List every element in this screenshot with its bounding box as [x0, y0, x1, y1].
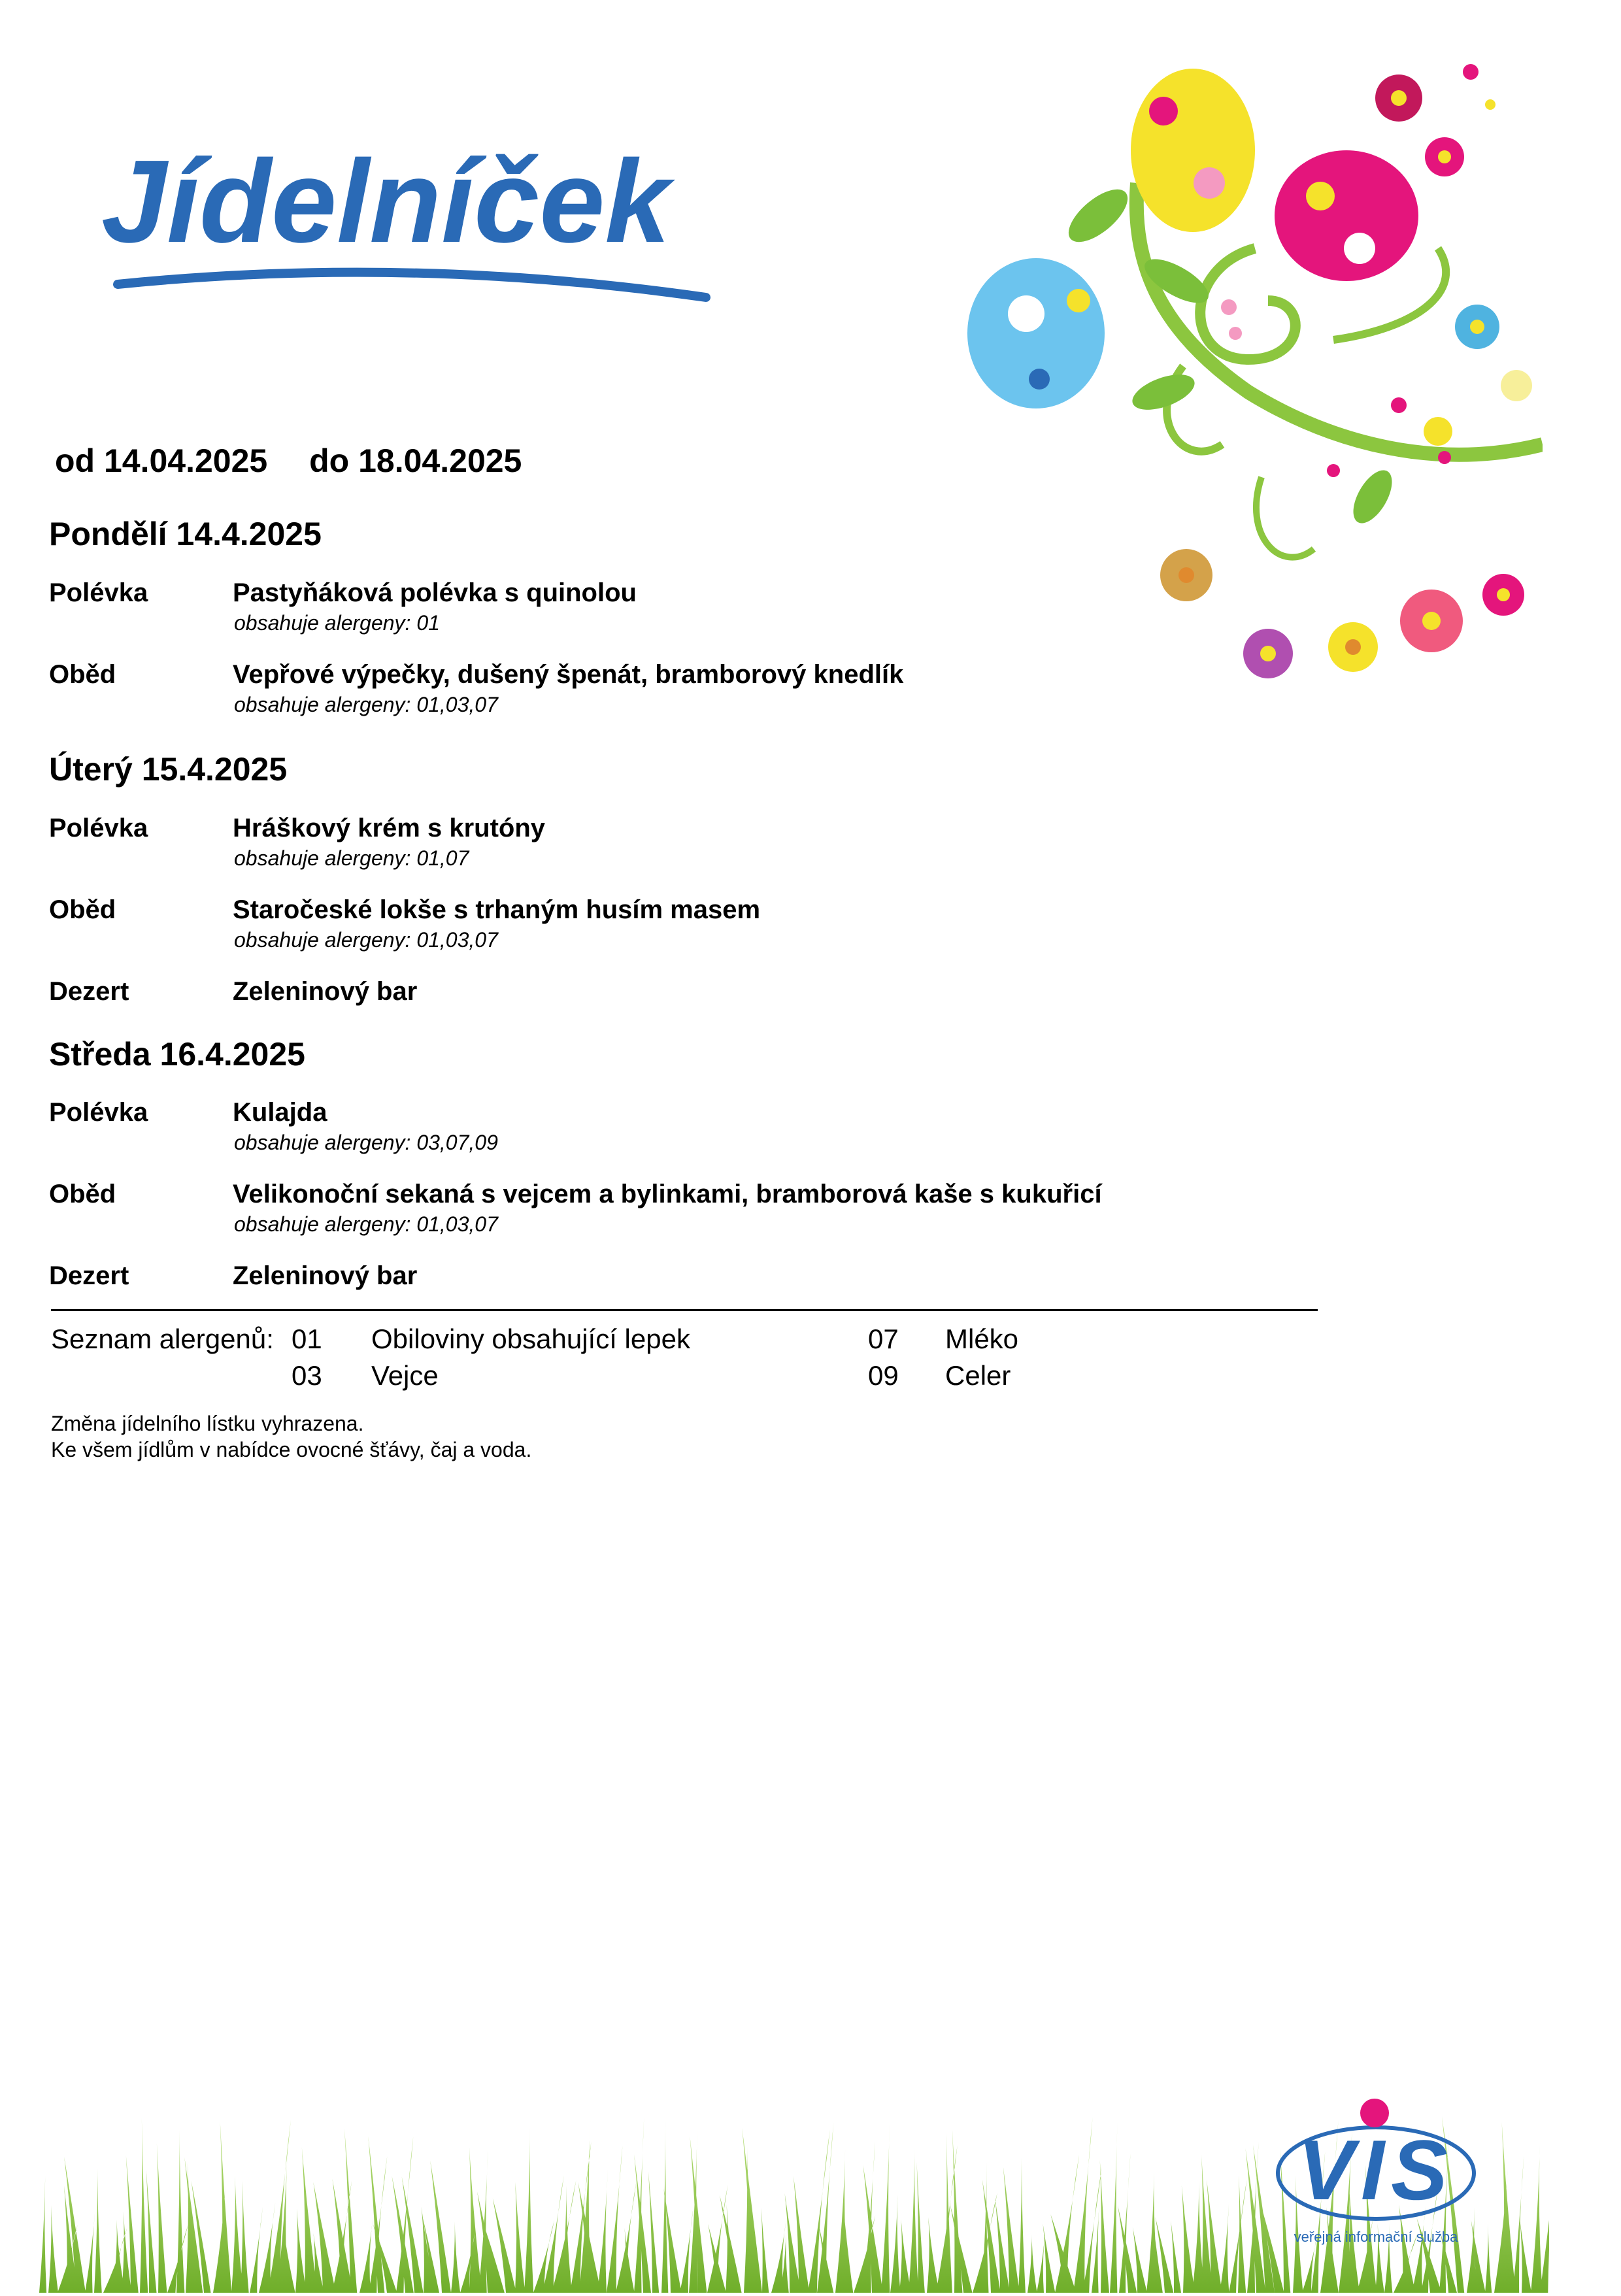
date-to: do 18.04.2025: [309, 442, 522, 479]
allergen-name: Vejce: [371, 1360, 439, 1391]
meal-allergens: obsahuje alergeny: 01,03,07: [234, 928, 498, 952]
day-heading-monday: Pondělí 14.4.2025: [49, 516, 322, 552]
meal-label-soup: Polévka: [49, 1098, 148, 1127]
allergen-legend-label: Seznam alergenů:: [51, 1323, 274, 1354]
vis-wordmark: VIS: [1297, 2122, 1454, 2218]
meal-label-dessert: Dezert: [49, 977, 129, 1006]
meal-name: Vepřové výpečky, dušený špenát, bramborový knedlík: [233, 660, 904, 689]
allergen-legend: [51, 1323, 1293, 1402]
date-from: od 14.04.2025: [55, 442, 268, 479]
meal-label-soup: Polévka: [49, 578, 148, 607]
menu-title: Jídelníček: [101, 136, 671, 267]
allergen-name: Mléko: [945, 1323, 1019, 1354]
day-heading-tuesday: Úterý 15.4.2025: [49, 751, 288, 788]
meal-name: Kulajda: [233, 1098, 327, 1127]
divider-line: [51, 1309, 1318, 1311]
meal-allergens: obsahuje alergeny: 03,07,09: [234, 1131, 498, 1154]
allergen-code: 01: [292, 1323, 322, 1354]
meal-name: Pastyňáková polévka s quinolou: [233, 578, 637, 607]
allergen-name: Celer: [945, 1360, 1011, 1391]
meal-allergens: obsahuje alergeny: 01,03,07: [234, 1212, 498, 1236]
meal-name: Velikonoční sekaná s vejcem a bylinkami, bramborová kaše s kukuřicí: [233, 1180, 1102, 1208]
vis-tagline: veřejná informační služba: [1294, 2229, 1458, 2245]
allergen-code: 09: [868, 1360, 899, 1391]
vis-logo: [1265, 2095, 1487, 2252]
menu-title-logo: [95, 118, 722, 314]
easter-eggs-flowers-illustration: [967, 52, 1543, 706]
allergen-name: Obiloviny obsahující lepek: [371, 1323, 690, 1354]
meal-allergens: obsahuje alergeny: 01,07: [234, 846, 469, 870]
meal-label-lunch: Oběd: [49, 660, 116, 689]
meal-label-lunch: Oběd: [49, 895, 116, 924]
meal-allergens: obsahuje alergeny: 01,03,07: [234, 693, 498, 716]
day-heading-wednesday: Středa 16.4.2025: [49, 1036, 305, 1073]
meal-allergens: obsahuje alergeny: 01: [234, 611, 440, 635]
note-drinks: Ke všem jídlům v nabídce ovocné šťávy, čaj a voda.: [51, 1438, 532, 1461]
meal-name: Hráškový krém s krutóny: [233, 814, 546, 842]
allergen-code: 03: [292, 1360, 322, 1391]
meal-name: Zeleninový bar: [233, 977, 418, 1006]
meal-label-dessert: Dezert: [49, 1261, 129, 1290]
allergen-code: 07: [868, 1323, 899, 1354]
meal-name: Staročeské lokše s trhaným husím masem: [233, 895, 761, 924]
meal-label-lunch: Oběd: [49, 1180, 116, 1208]
date-range: [55, 442, 522, 480]
meal-label-soup: Polévka: [49, 814, 148, 842]
note-menu-change: Změna jídelního lístku vyhrazena.: [51, 1412, 364, 1435]
meal-name: Zeleninový bar: [233, 1261, 418, 1290]
